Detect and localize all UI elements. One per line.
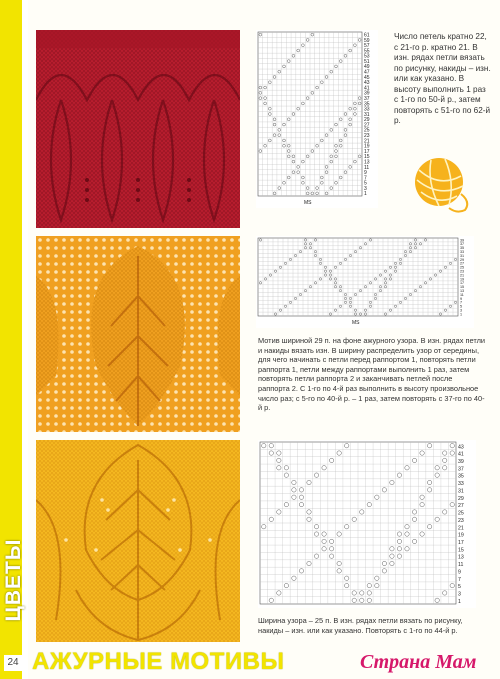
- row-number: 11: [458, 562, 464, 569]
- watermark: Страна Мам: [360, 651, 477, 673]
- row-number: 43: [364, 80, 370, 87]
- pattern-1-instructions: Число петель кратно 22, с 21-го р. кратно 21. В изн. рядах петли вязать по рисунку, накиды – изн. или как указано. В высоту выполнить 1 раз с 1-го по 50-й р., затем повторять с 51-го по 62-й р.: [394, 32, 491, 125]
- row-number: 21: [364, 138, 370, 145]
- row-number: 37: [458, 466, 464, 473]
- row-number: 9: [364, 170, 367, 177]
- row-number: 25: [460, 265, 465, 270]
- row-number: 53: [364, 53, 370, 60]
- row-number: 37: [364, 95, 370, 102]
- row-number: 1: [364, 191, 367, 198]
- row-number: 37: [460, 242, 465, 247]
- row-number: 17: [458, 539, 464, 546]
- yarn-ball-icon: [405, 148, 475, 214]
- row-number: 25: [364, 127, 370, 134]
- page-number: 24: [4, 655, 22, 671]
- chart-1-row-numbers: [360, 30, 380, 200]
- row-number: 1: [458, 598, 461, 605]
- row-number: 21: [460, 273, 465, 278]
- row-number: 23: [460, 269, 465, 274]
- row-number: 39: [460, 238, 465, 243]
- row-number: 13: [458, 554, 464, 561]
- row-number: 33: [460, 250, 465, 255]
- row-number: 13: [460, 289, 465, 294]
- row-number: 25: [458, 510, 464, 517]
- row-number: 47: [364, 69, 370, 76]
- row-number: 39: [458, 458, 464, 465]
- row-number: 33: [458, 481, 464, 488]
- knitting-chart-3: [258, 440, 476, 608]
- row-number: 45: [364, 74, 370, 81]
- row-number: 39: [364, 90, 370, 97]
- row-number: 5: [460, 304, 463, 309]
- row-number: 11: [364, 164, 370, 171]
- row-number: 1: [460, 312, 463, 317]
- row-number: 17: [364, 148, 370, 155]
- row-number: 49: [364, 64, 370, 71]
- row-number: 29: [364, 117, 370, 124]
- row-number: 35: [364, 101, 370, 108]
- row-number: 11: [460, 292, 464, 297]
- row-number: 41: [364, 85, 370, 92]
- footer-title: АЖУРНЫЕ МОТИВЫ: [32, 648, 285, 675]
- row-number: 3: [364, 185, 367, 192]
- row-number: 7: [364, 175, 367, 182]
- row-number: 41: [458, 451, 464, 458]
- row-number: 23: [458, 517, 464, 524]
- row-number: 17: [460, 281, 465, 286]
- row-number: 9: [460, 296, 463, 301]
- row-number: 35: [458, 473, 464, 480]
- knitting-chart-2: [256, 236, 474, 328]
- row-number: 29: [460, 257, 465, 262]
- row-number: 15: [460, 285, 465, 290]
- row-number: 27: [364, 122, 370, 129]
- row-number: 13: [364, 159, 370, 166]
- row-number: 51: [364, 58, 370, 65]
- row-number: 61: [364, 32, 370, 39]
- row-number: 29: [458, 495, 464, 502]
- row-number: 5: [458, 584, 461, 591]
- row-number: 31: [458, 488, 464, 495]
- row-number: 5: [364, 180, 367, 187]
- row-number: 3: [458, 591, 461, 598]
- row-number: 59: [364, 37, 370, 44]
- row-number: 9: [458, 569, 461, 576]
- row-number: 7: [458, 576, 461, 583]
- row-number: 31: [364, 111, 370, 118]
- row-number: 55: [364, 48, 370, 55]
- knit-photo-red: [36, 30, 240, 228]
- row-number: 35: [460, 246, 465, 251]
- row-number: 23: [364, 133, 370, 140]
- row-number: 57: [364, 43, 370, 50]
- row-number: 21: [458, 525, 464, 532]
- row-number: 19: [458, 532, 464, 539]
- knit-photo-orange: [36, 236, 240, 432]
- chart-ms-label: MS: [352, 320, 360, 326]
- pattern-3-instructions: Ширина узора – 25 п. В изн. рядах петли вязать по рисунку, накиды – изн. или как указано. Повторять с 1-го по 44-й р.: [258, 616, 463, 635]
- pattern-2-instructions: Мотив шириной 29 п. на фоне ажурного узора. В изн. рядах петли и накиды вязать изн. В ширину распределить узор от середины, для чего начинать с петли перед раппортом 1, повторять петли раппорта 1, петли между раппортами выполнить 1 раз, затем повторять петли раппорта 2 и заканчивать петлей после раппорта 2. С 1-го по 4-й раз выполнить в высоту произвольное число раз; с 5-го по 40-й р. – 1 раз, затем повторять с 37-го по 40-й р.: [258, 336, 486, 413]
- row-number: 15: [364, 154, 370, 161]
- row-number: 33: [364, 106, 370, 113]
- row-number: 15: [458, 547, 464, 554]
- row-number: 27: [460, 261, 465, 266]
- row-number: 43: [458, 444, 464, 451]
- section-title-vertical: ЦВЕТЫ: [2, 538, 25, 622]
- knit-photo-yellow: [36, 440, 240, 642]
- row-number: 31: [460, 253, 465, 258]
- row-number: 19: [460, 277, 465, 282]
- row-number: 7: [460, 300, 463, 305]
- row-number: 27: [458, 503, 464, 510]
- row-number: 3: [460, 308, 463, 313]
- chart-ms-label: MS: [304, 200, 312, 206]
- row-number: 19: [364, 143, 370, 150]
